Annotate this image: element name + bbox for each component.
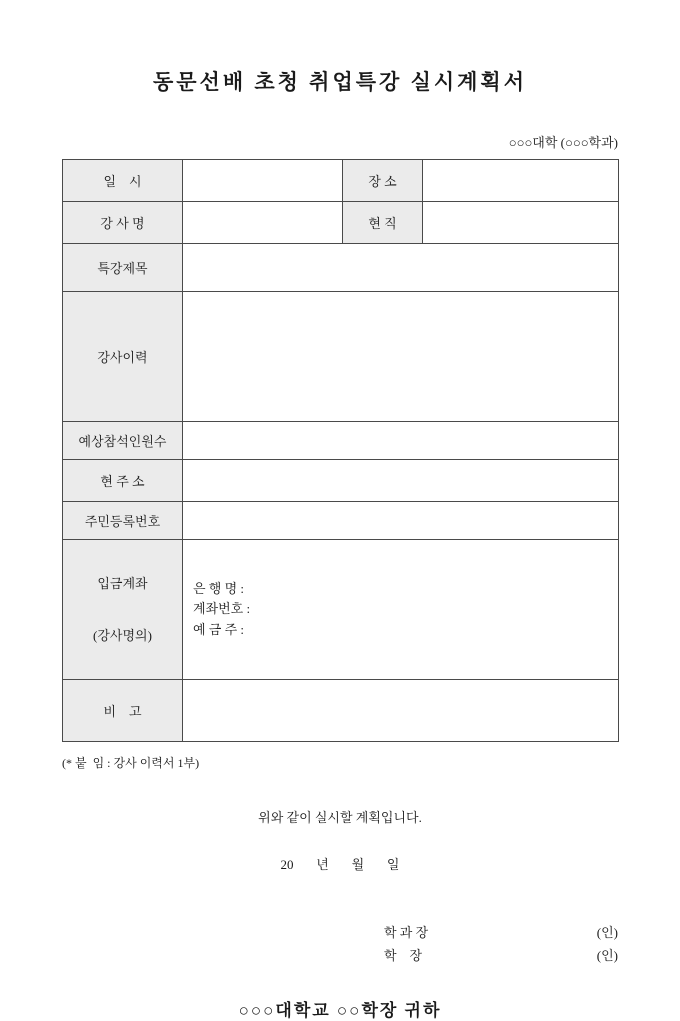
label-deposit-account-line2: (강사명의) [93,627,152,643]
account-holder-line: 예 금 주 : [193,621,245,637]
cell-expected-attendees [183,422,619,460]
document-title: 동문선배 초청 취업특강 실시계획서 [152,70,528,94]
row-deposit-account [63,540,619,680]
plan-statement: 위와 같이 실시할 계획입니다. [258,810,422,825]
label-address: 현 주 소 [63,460,183,502]
label-expected-attendees: 예상참석인원수 [63,422,183,460]
attachment-note: (* 붙 임 : 강사 이력서 1부) [62,756,200,770]
signature-row-dean [384,944,618,967]
row-resident-number [63,502,619,540]
cell-deposit-account [183,540,619,680]
signature-role-dean: 학 장 [384,948,423,964]
row-lecturer-position [63,202,619,244]
seal-placeholder-dean: (인) [596,948,618,964]
label-resident-number: 주민등록번호 [63,502,183,540]
label-place: 장 소 [343,160,423,202]
label-deposit-account [63,540,183,680]
label-lecturer-name: 강 사 명 [63,202,183,244]
row-address [63,460,619,502]
bank-name-line: 은 행 명 : [193,581,245,597]
row-remarks [63,680,619,742]
recipient-line: ○○○대학교 ○○학장 귀하 [238,1000,442,1020]
label-remarks: 비 고 [63,680,183,742]
plan-form-table [62,159,619,742]
row-lecturer-career [63,292,619,422]
cell-lecturer-name [183,202,343,244]
signature-role-department-head: 학 과 장 [384,925,429,940]
affiliation-label: ○○○대학 (○○○학과) [508,135,618,150]
cell-resident-number [183,502,619,540]
seal-placeholder-department-head: (인) [596,925,618,940]
label-current-position: 현 직 [343,202,423,244]
cell-lecturer-career [183,292,619,422]
label-deposit-account-line1: 입금계좌 [97,576,148,591]
label-date-time: 일 시 [63,160,183,202]
cell-address [183,460,619,502]
signature-row-department-head [384,921,618,944]
date-line: 20 년 월 일 [280,857,400,872]
cell-date-time [183,160,343,202]
row-expected-attendees [63,422,619,460]
label-lecture-title: 특강제목 [63,244,183,292]
row-lecture-title [63,244,619,292]
row-datetime-place [63,160,619,202]
account-number-line: 계좌번호 : [193,601,251,617]
cell-current-position [423,202,619,244]
cell-place [423,160,619,202]
cell-lecture-title [183,244,619,292]
cell-remarks [183,680,619,742]
signature-block [384,921,618,968]
label-lecturer-career: 강사이력 [63,292,183,422]
